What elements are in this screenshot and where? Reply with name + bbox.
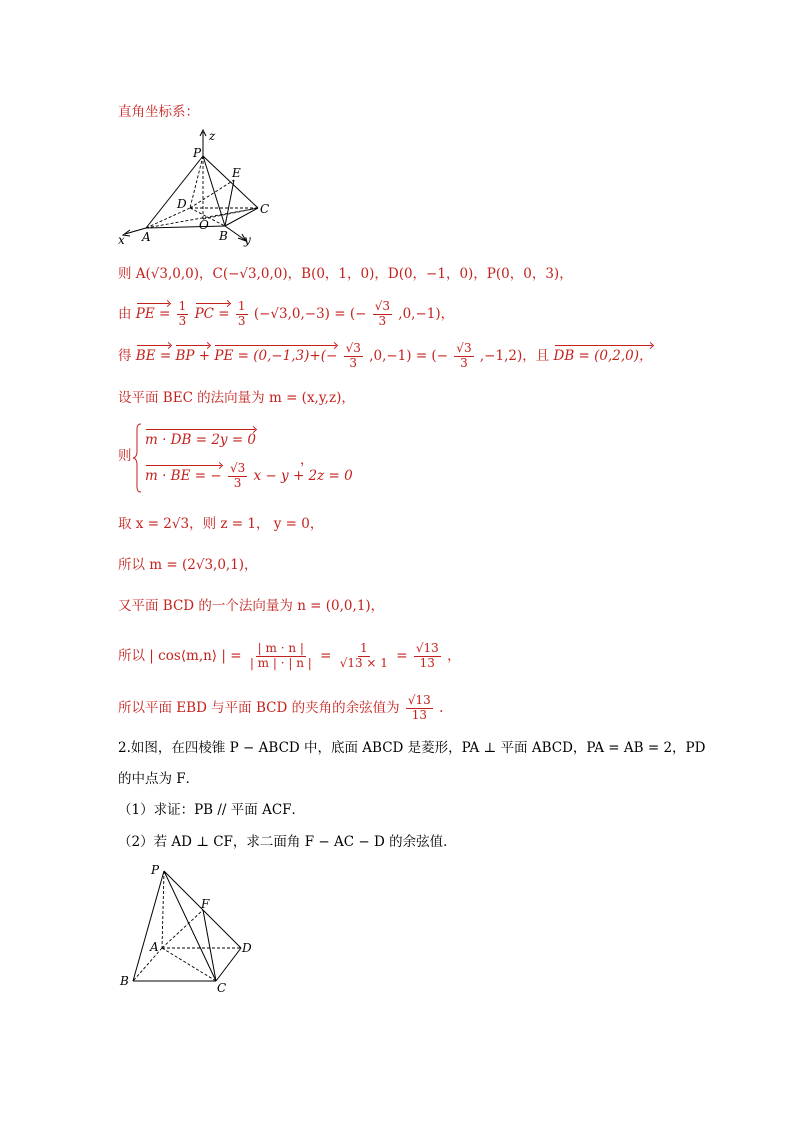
label-x: x [118, 233, 125, 247]
system-eq2: m · BE = − $\frac{√3}{3}$ x − y + 2z = 0 [145, 461, 353, 490]
label-A: A [142, 230, 151, 244]
normal-n-line: 又平面 BCD 的一个法向量为 n = (0,0,1)， [118, 598, 385, 614]
system-brace [132, 423, 142, 493]
label-F: F [201, 897, 210, 911]
label-D: D [177, 197, 187, 211]
label-z: z [209, 129, 216, 143]
label-C: C [260, 202, 270, 216]
label-y: y [244, 233, 251, 247]
vector-pe-line: 由 PE = $\frac{1}{3}$ PC = $\frac{1}{3}$ (−√3,0,−3) = (− $\frac{√3}{3}$ ,0,−1)， [118, 299, 455, 328]
figure-quadrangular-pyramid [115, 858, 265, 998]
label-D: D [242, 941, 252, 955]
label-O: O [199, 218, 209, 232]
label-B: B [120, 974, 129, 988]
question-2-stem: 2.如图，在四棱锥 P − ABCD 中，底面 ABCD 是菱形，PA ⊥ 平面 ABCD，PA = AB = 2，PD [118, 740, 706, 756]
system-prefix: 则 [118, 448, 132, 464]
question-2-part-2: （2）若 AD ⊥ CF，求二面角 F − AC − D 的余弦值． [118, 834, 457, 850]
section-heading: 直角坐标系： [118, 104, 199, 120]
label-C: C [217, 981, 227, 995]
normal-vector-setup: 设平面 BEC 的法向量为 m = (x,y,z)， [118, 390, 355, 406]
cosine-computation: 所以 | cos⟨m,n⟩ | = $\frac{| m \cdot n |}{| m | \cdot | n |}$ = $\frac{1}{√13 \times 1}$ = $\frac{√13}{13}$ ， [118, 641, 461, 670]
coordinates-line: 则 A(√3,0,0)，C(−√3,0,0)，B(0，1，0)，D(0，−1，0)，P(0，0，3)， [118, 266, 573, 282]
vector-be-line: 得 BE = BP + PE = (0,−1,3)+(− $\frac{√3}{3}$ ,0,−1) = (− $\frac{√3}{3}$ ,−1,2)，且 DB = (0,2,0)， [118, 341, 653, 370]
system-suffix: ， [300, 452, 314, 468]
label-P: P [151, 863, 160, 877]
answer-line: 所以平面 EBD 与平面 BCD 的夹角的余弦值为 $\frac{√13}{13}$ . [118, 693, 444, 722]
system-eq1: m · DB = 2y = 0 [145, 432, 257, 448]
label-A: A [150, 940, 159, 954]
label-P: P [193, 146, 202, 160]
label-E: E [232, 166, 241, 180]
vector-m-result: 所以 m = (2√3,0,1)， [118, 557, 258, 573]
choose-x-line: 取 x = 2√3，则 z = 1， y = 0， [118, 516, 324, 532]
question-2-stem-cont: 的中点为 F． [118, 771, 200, 787]
question-2-part-1: （1）求证：PB // 平面 ACF． [118, 802, 306, 818]
figure-coordinate-pyramid [115, 128, 285, 248]
label-B: B [219, 229, 228, 243]
